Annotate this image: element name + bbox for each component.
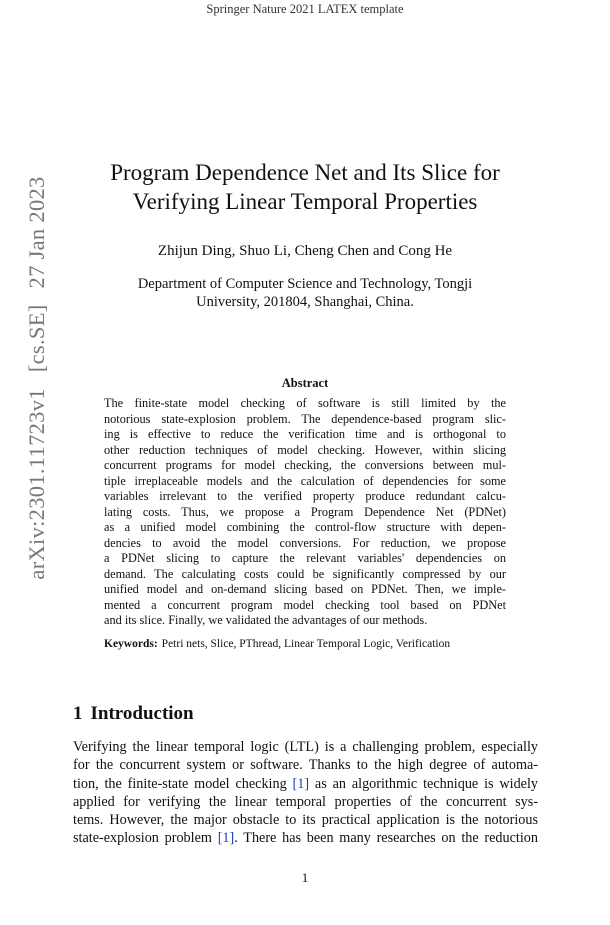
intro-line [73, 793, 538, 811]
intro-text: tems. However, the major obstacle to its practical application is the notorious [73, 812, 538, 829]
intro-text: state-explosion problem [73, 830, 218, 847]
abstract-line: lating costs. Thus, we propose a Program Dependence Net (PDNet) [104, 504, 506, 519]
intro-text: Verifying the linear temporal logic (LTL) is a challenging problem, especially [73, 739, 538, 755]
arxiv-identifier-stamp [24, 160, 50, 579]
citation-link[interactable]: [1] [217, 830, 235, 847]
abstract-line: and its slice. Finally, we validated the advantages of our methods. [104, 613, 428, 627]
abstract-line: variables irrelevant to the verified property produce redundant calcu- [104, 489, 506, 503]
abstract-line: ing is effective to reduce the verification time and is orthogonal to [104, 427, 506, 441]
title-line: Verifying Linear Temporal Properties [132, 189, 478, 214]
section-number: 1 [73, 703, 83, 724]
arxiv-date: 27 Jan 2023 [24, 176, 49, 289]
intro-line [73, 775, 538, 793]
abstract-line: unified model and on-demand slicing based on PDNet. Then, we imple- [104, 582, 506, 596]
arxiv-id: arXiv:2301.11723v1 [24, 388, 49, 580]
abstract-line: dencies to avoid the model conversions. For reduction, we propose [104, 535, 506, 550]
arxiv-category: [cs.SE] [24, 304, 49, 373]
author-list: Zhijun Ding, Shuo Li, Cheng Chen and Cong He [157, 243, 453, 259]
keywords-label: Keywords: [104, 638, 158, 650]
affiliation-line: Department of Computer Science and Technology, Tongji [137, 276, 473, 292]
abstract-line: The finite-state model checking of software is still limited by the [104, 396, 506, 410]
intro-line [73, 829, 538, 847]
section-heading-introduction [73, 703, 194, 725]
keywords-text: Petri nets, Slice, PThread, Linear Temporal Logic, Verification [161, 638, 451, 650]
running-head: Springer Nature 2021 LATEX template [206, 2, 404, 16]
intro-text: applied for verifying the linear temporal properties of the concurrent sys- [73, 793, 538, 810]
affiliation-line: University, 201804, Shanghai, China. [196, 294, 414, 310]
abstract-line: other reduction techniques of model checking. However, within slicing [104, 442, 506, 457]
abstract-line: mented a concurrent program model checking tool based on PDNet [104, 597, 506, 612]
intro-text: for the concurrent system or software. Thanks to the high degree of automa- [73, 757, 538, 774]
abstract-line: demand. The calculating costs could be significantly compressed by our [104, 566, 506, 581]
abstract-line: a PDNet slicing to capture the relevant variables' dependencies on [104, 551, 506, 565]
intro-text: tion, the finite-state model checking [73, 775, 293, 792]
intro-text: as an algorithmic technique is widely [309, 775, 538, 792]
intro-text: . There has been many researches on the reduction [234, 830, 538, 847]
intro-line [73, 756, 538, 774]
paper-title [80, 158, 530, 216]
page-number: 1 [301, 870, 309, 885]
introduction-paragraph [73, 738, 538, 848]
abstract-line: tiple irreplaceable models and the calculation of dependencies for some [104, 473, 506, 488]
keywords [104, 638, 506, 650]
intro-line [73, 811, 538, 829]
citation-link[interactable]: [1] [292, 775, 310, 792]
abstract-body [104, 396, 506, 629]
abstract-line: concurrent programs for model checking, the conversions between mul- [104, 458, 506, 472]
abstract-heading: Abstract [281, 376, 329, 390]
affiliation [105, 275, 505, 311]
intro-line [73, 738, 538, 756]
title-line: Program Dependence Net and Its Slice for [110, 160, 500, 185]
abstract-line: as a unified model combining the control-flow structure with depen- [104, 520, 506, 534]
abstract-line: notorious state-explosion problem. The dependence-based program slic- [104, 411, 506, 426]
section-title: Introduction [90, 703, 194, 724]
